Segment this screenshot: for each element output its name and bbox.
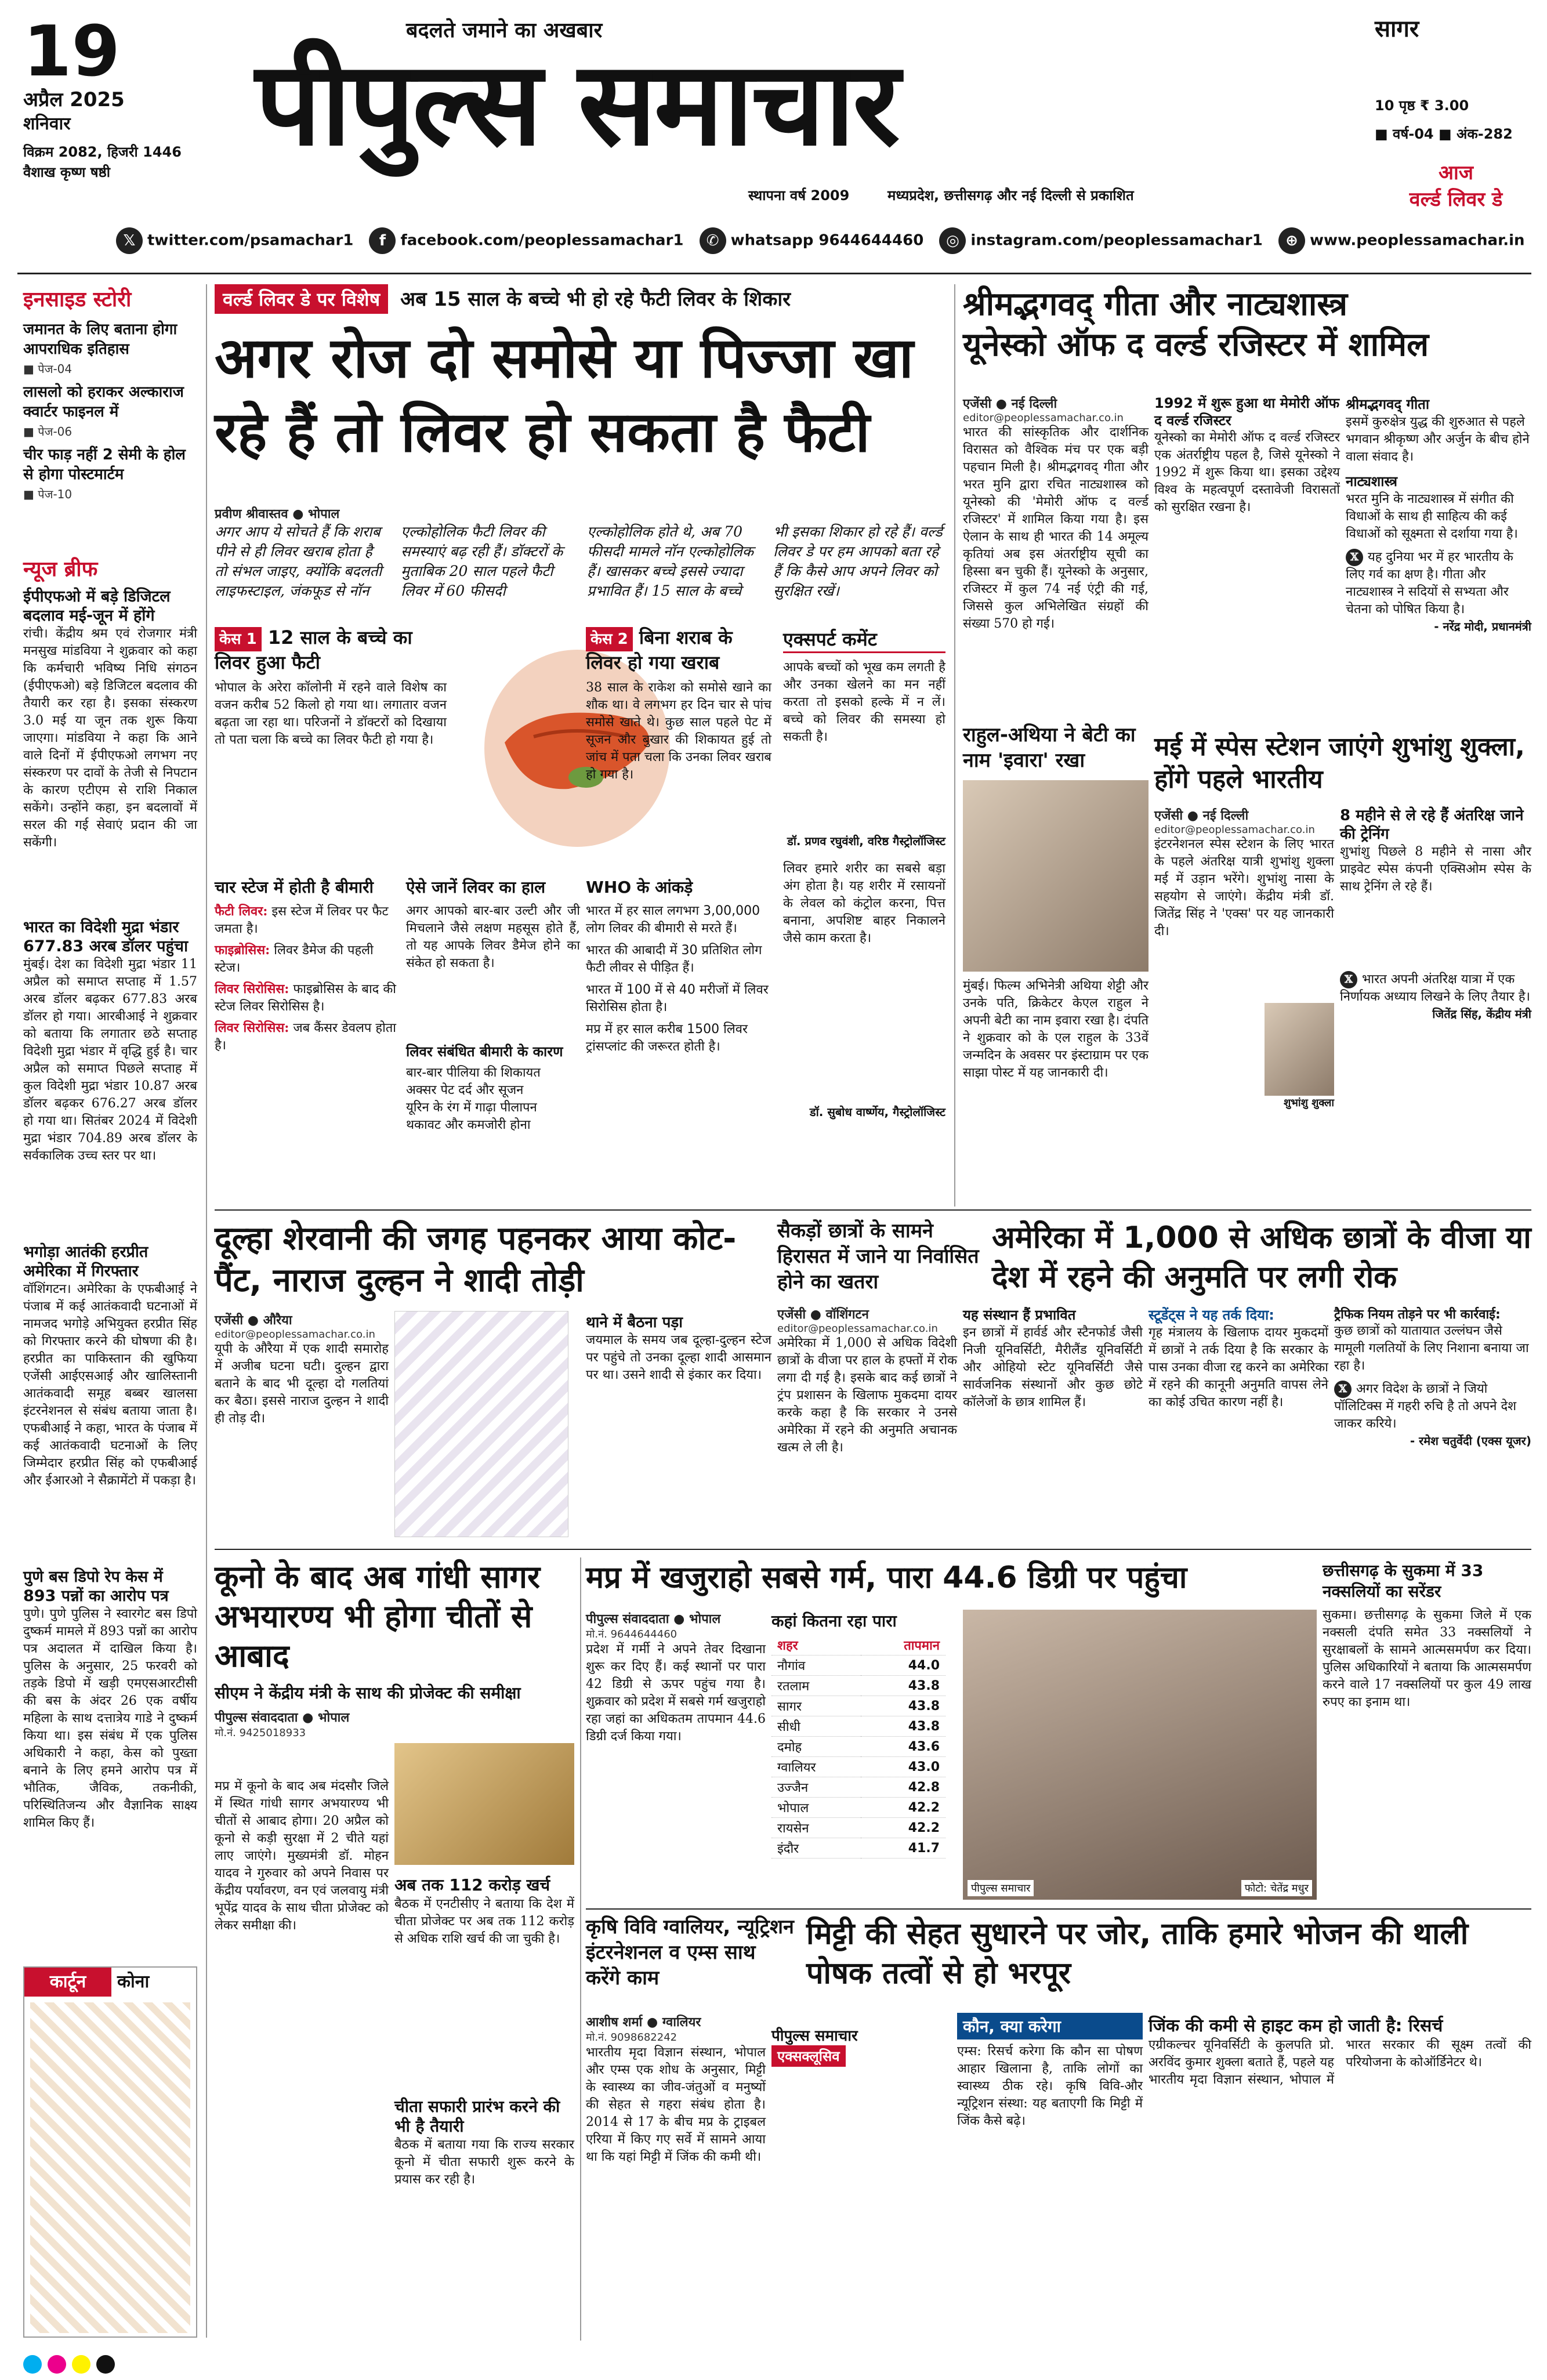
- krishi-story: [586, 1914, 1531, 2343]
- brief-title: भगोड़ा आतंकी हरप्रीत अमेरिका में गिरफ्तार: [23, 1243, 148, 1280]
- disease-item: बार-बार पीलिया की शिकायत: [406, 1066, 541, 1080]
- heat-main: [586, 1610, 766, 1906]
- temp-cell: 43.6: [861, 1737, 945, 1757]
- shubhanshu-story: [1154, 731, 1531, 1207]
- shubhanshu-photo: [1265, 1003, 1334, 1096]
- students-main: [777, 1305, 957, 1537]
- today-event: वर्ल्ड लिवर डे: [1409, 188, 1503, 211]
- city-cell: रायसेन: [771, 1818, 861, 1838]
- facebook-link[interactable]: f facebook.com/peoplessamachar1: [369, 227, 683, 254]
- rahul-story: [963, 722, 1149, 1204]
- gita-story: [963, 284, 1531, 713]
- stage-label: लिवर सिरोसिस:: [215, 981, 289, 997]
- symptoms-box: [406, 876, 580, 1201]
- gita-side3-heading: नाट्यशास्त्र: [1346, 473, 1398, 490]
- case1-title: 12 साल के बच्चे का लिवर हुआ फैटी: [215, 626, 412, 673]
- cartoon-corner: कोना: [117, 1972, 150, 1992]
- heat-mobile: मो.नं. 9644644460: [586, 1628, 678, 1640]
- liver-kicker: वर्ल्ड लिवर डे पर विशेष: [215, 284, 388, 314]
- shubhanshu-quote: 𝕏 भारत अपनी अंतरिक्ष यात्रा में एक निर्णायक अध्याय लिखने के लिए तैयार है।: [1340, 972, 1530, 1004]
- social-bar: [116, 227, 1525, 260]
- table-row: [771, 1777, 945, 1798]
- edition-name: सागर: [1375, 16, 1419, 42]
- color-dot: [96, 2355, 115, 2374]
- krishi-who-heading: कौन, क्या करेगा: [957, 2013, 1143, 2040]
- x-icon: 𝕏: [116, 227, 143, 254]
- kuno-box1-text: बैठक में एनटीसीए ने बताया कि देश में चीता प्रोजेक्ट पर अब तक 112 करोड़ से अधिक राशि खर्च की जा चुकी है।: [394, 1897, 574, 1946]
- gita-side1-heading: 1992 में शुरू हुआ था मेमोरी ऑफ द वर्ल्ड रजिस्टर: [1154, 395, 1340, 429]
- col-temp: तापमान: [861, 1635, 945, 1656]
- rahul-text: मुंबई। फिल्म अभिनेत्री अथिया शेट्टी और उनके पति, क्रिकेटर केएल राहुल ने अपनी बेटी का नाम इवारा रखा है। दंपति ने शुक्रवार को के एल राहुल के 33वें जन्मदिन के अवसर पर इंस्टाग्राम पर एक साझा पोस्ट में यह जानकारी दी।: [963, 979, 1149, 1080]
- gita-headline-2: यूनेस्को ऑफ द वर्ल्ड रजिस्टर में शामिल: [963, 326, 1429, 364]
- dulha-cartoon: [394, 1311, 568, 1537]
- pages-price: 10 पृष्ठ ₹ 3.00: [1375, 97, 1469, 114]
- liver-kicker-row: [215, 284, 945, 314]
- city-cell: उज्जैन: [771, 1777, 861, 1798]
- temp-cell: 42.8: [861, 1777, 945, 1798]
- city-cell: इंदौर: [771, 1838, 861, 1859]
- krishi-mobile: मो.नं. 9098682242: [586, 2031, 678, 2044]
- temp-table: [771, 1635, 945, 1859]
- who-item: मप्र में हर साल करीब 1500 लिवर ट्रांसप्लांट की जरूरत होती है।: [586, 1022, 748, 1054]
- gita-side2: [1346, 394, 1531, 708]
- gita-side2-text: इसमें कुरुक्षेत्र युद्ध की शुरुआत से पहले भगवान श्रीकृष्ण और अर्जुन के बीच होने वाला संवाद है।: [1346, 415, 1530, 464]
- case2-label: केस 2: [586, 627, 633, 651]
- expert1-name: डॉ. प्रणव रघुवंशी, वरिष्ठ गैस्ट्रोलॉजिस्ट: [787, 834, 945, 848]
- shubhanshu-byline: एजेंसी ● नई दिल्ली: [1154, 809, 1249, 823]
- color-dot: [23, 2355, 42, 2374]
- stages-heading: चार स्टेज में होती है बीमारी: [215, 878, 374, 897]
- expert-box: [783, 626, 945, 1201]
- col-city: शहर: [771, 1635, 861, 1656]
- table-row: [771, 1737, 945, 1757]
- gita-side2-heading: श्रीमद्भगवद् गीता: [1346, 396, 1430, 412]
- krishi-zinc-text: एग्रीकल्चर यूनिवर्सिटी के कुलपति प्रो. अरविंद कुमार शुक्ला बताते हैं, पहले यह भारतीय मृदा विज्ञान संस्थान, भोपाल में भारत सरकार की सूक्ष्म तत्वों की परियोजना के कोऑर्डिनेटर थे।: [1149, 2038, 1531, 2087]
- krishi-main: [586, 2013, 766, 2343]
- sukma-headline: छत्तीसगढ़ के सुकमा में 33 नक्सलियों का सरेंडर: [1323, 1561, 1484, 1601]
- temp-cell: 43.8: [861, 1696, 945, 1716]
- heat-text: प्रदेश में गर्मी ने अपने तेवर दिखाना शुरू कर दिए हैं। कई स्थानों पर पारा 42 डिग्री से ऊपर पहुंच गया है। शुक्रवार को प्रदेश में सबसे गर्म खजुराहो रहा जहां का अधिकतम तापमान 44.6 डिग्री दर्ज किया गया।: [586, 1642, 766, 1744]
- inside-item[interactable]: चीर फाड़ नहीं 2 सेमी के होल से होगा पोस्टमार्टम ■ पेज-10: [23, 446, 186, 501]
- city-cell: सागर: [771, 1696, 861, 1716]
- whatsapp-link[interactable]: ✆ whatsapp 9644644460: [700, 227, 924, 254]
- krishi-main-headline: मिट्टी की सेहत सुधारने पर जोर, ताकि हमारे भोजन की थाली पोषक तत्वों से हो भरपूर: [806, 1917, 1469, 1991]
- city-cell: दमोह: [771, 1737, 861, 1757]
- kuno-box2: [394, 2097, 574, 2335]
- heat-headline: मप्र में खजुराहो सबसे गर्म, पारा 44.6 डिग्री पर पहुंचा: [586, 1560, 1187, 1595]
- stage-text: लिवर डैमेज की पहली स्टेज।: [215, 943, 374, 975]
- students-traffic: [1334, 1305, 1531, 1537]
- x-icon: 𝕏: [1334, 1381, 1352, 1398]
- shubhanshu-side-text: शुभांशु पिछले 8 महीने से नासा और प्राइवेट स्पेस कंपनी एक्सिओम स्पेस के साथ ट्रेनिंग ले रहे हैं।: [1340, 845, 1531, 894]
- temp-cell: 42.2: [861, 1818, 945, 1838]
- published-from: मध्यप्रदेश, छत्तीसगढ़ और नई दिल्ली से प्रकाशित: [887, 187, 1134, 204]
- liver-intro-text: अगर आप ये सोचते हैं कि शराब पीने से ही लिवर खराब होता है तो संभल जाइए, क्योंकि बदलती लाइफस्टाइल, जंकफूड से नॉन एल्कोहोलिक फैटी लिवर की समस्याएं बढ़ रही हैं। डॉक्टरों के मुताबिक 20 साल पहले फैटी लिवर में 60 फीसदी एल्कोहोलिक होते थे, अब 70 फीसदी मामले नॉन एल्कोहोलिक हैं। खासकर बच्चे इससे ज्यादा प्रभावित हैं। 15 साल के बच्चे भी इसका शिकार हो रहे हैं। वर्ल्ड लिवर डे पर हम आपको बता रहे हैं कि कैसे आप अपने लिवर को सुरक्षित रखें।: [215, 523, 943, 599]
- who-item: भारत की आबादी में 30 प्रतिशित लोग फैटी लीवर से पीड़ित हैं।: [586, 943, 762, 975]
- twitter-link[interactable]: 𝕏 twitter.com/psamachar1: [116, 227, 353, 254]
- case2-text: 38 साल के राकेश को समोसे खाने का शौक था। वे लगभग हर दिन चार से पांच समोसे खाते थे। कुछ साल पहले पेट में सूजन और बुखार की शिकायत हुई तो जांच में पता चला कि उनका लिवर खराब हो गया है।: [586, 680, 771, 782]
- kuno-box1-heading: अब तक 112 करोड़ खर्च: [394, 1875, 550, 1894]
- students-headline-right: अमेरिका में 1,000 से अधिक छात्रों के वीजा या देश में रहने की अनुमति पर लगी रोक: [992, 1220, 1531, 1295]
- year-issue: ■ वर्ष-04 ■ अंक-282: [1375, 126, 1513, 142]
- whatsapp-icon: ✆: [700, 227, 726, 254]
- krishi-badge-1: पीपुल्स समाचार: [771, 2027, 858, 2045]
- title-text: पीपुल्स समाचार: [255, 37, 898, 172]
- column-rule: [206, 284, 207, 2338]
- city-cell: नौगांव: [771, 1656, 861, 1676]
- who-item: भारत में हर साल लगभग 3,00,000 लोग लिवर की बीमारी से मरते हैं।: [586, 904, 760, 936]
- shubhanshu-side: [1340, 806, 1531, 1201]
- heat-byline: पीपुल्स संवाददाता ● भोपाल: [586, 1612, 721, 1626]
- city-cell: रतलाम: [771, 1676, 861, 1696]
- x-icon: 𝕏: [1346, 549, 1363, 566]
- gita-byline: एजेंसी ● नई दिल्ली: [963, 397, 1057, 411]
- liver-byline: प्रवीण श्रीवास्तव ● भोपाल: [215, 507, 340, 521]
- news-brief: [23, 554, 197, 1830]
- column-rule: [580, 1557, 581, 2341]
- dulha-main: [215, 1311, 389, 1537]
- krishi-text: भारतीय मृदा विज्ञान संस्थान, भोपाल और एम्स एक शोध के अनुसार, मिट्टी के स्वास्थ्य का जीव-जंतुओं व मनुष्यों की सेहत से गहरा संबंध होता है। 2014 से 17 के बीच मप्र के ट्राइबल एरिया में किए गए सर्वे में सामने आया था कि यहां मिट्टी में जिंक की कमी थी।: [586, 2045, 766, 2164]
- krishi-who-text: एम्स: रिसर्च करेगा कि कौन सा पोषण आहार खिलाना है, ताकि लोगों का स्वास्थ्य ठीक रहे। कृषि विवि-और न्यूट्रिशन संस्था: यह बताएगी कि मिट्टी में जिंक कैसे बढ़े।: [957, 2044, 1143, 2128]
- temp-cell: 43.0: [861, 1757, 945, 1777]
- table-row: [771, 1716, 945, 1737]
- temp-cell: 43.8: [861, 1676, 945, 1696]
- rahul-headline: राहुल-अथिया ने बेटी का नाम 'इवारा' रखा: [963, 723, 1136, 772]
- krishi-headline: कृषि विवि ग्वालियर, न्यूट्रिशन इंटरनेशनल व एम्स साथ करेंगे काम: [586, 1915, 794, 1990]
- kuno-box1: [394, 1874, 574, 2094]
- weekday: शनिवार: [23, 114, 71, 134]
- students-sub: [963, 1305, 1143, 1537]
- expert-heading: एक्सपर्ट कमेंट: [783, 626, 945, 653]
- expert2-name: डॉ. सुबोध वार्ष्णेय, गैस्ट्रोलॉजिस्ट: [809, 1105, 945, 1119]
- today-label: आज: [1439, 161, 1473, 184]
- stage-label: फाइब्रोसिस:: [215, 943, 270, 958]
- table-row: [771, 1676, 945, 1696]
- x-icon: 𝕏: [1340, 971, 1357, 988]
- gita-quote-by: - नरेंद्र मोदी, प्रधानमंत्री: [1434, 620, 1531, 633]
- tagline: बदलते जमाने का अखबार: [406, 19, 603, 42]
- sukma-story: [1323, 1560, 1531, 1908]
- inside-story: [23, 284, 197, 545]
- gita-side1: [1154, 394, 1340, 708]
- instagram-link[interactable]: ◎ instagram.com/peoplessamachar1: [939, 227, 1262, 254]
- expert2-text: लिवर हमारे शरीर का सबसे बड़ा अंग होता है। यह शरीर में रसायनों के लेवल को कंट्रोल करना, पित्त बनाना, अपशिष्ट बाहर निकालने जैसे काम करता है।: [783, 861, 945, 946]
- instagram-icon: ◎: [939, 227, 966, 254]
- city-cell: सीधी: [771, 1716, 861, 1737]
- krishi-byline: आशीष शर्मा ● ग्वालियर: [586, 2015, 701, 2030]
- temp-table-box: [771, 1610, 957, 1900]
- samvat: विक्रम 2082, हिजरी 1446: [23, 144, 182, 160]
- cartoon-drawing: [30, 2002, 190, 2333]
- registration-marks: [23, 2355, 1531, 2376]
- stage-label: फैटी लिवर:: [215, 904, 268, 919]
- case1-label: केस 1: [215, 627, 262, 651]
- symptoms-heading: ऐसे जानें लिवर का हाल: [406, 878, 546, 897]
- established: स्थापना वर्ष 2009: [748, 187, 850, 204]
- cartoon-label: कार्टून: [24, 1968, 111, 1997]
- krishi-badge-2: एक्सक्लूसिव: [771, 2045, 846, 2067]
- dulha-text: यूपी के औरैया में एक शादी समारोह में अजीब घटना घटी। दुल्हन द्वारा बताने के बाद भी दूल्हा दो गलतियां कर बैठा। इससे नाराज दुल्हन ने शादी ही तोड़ दी।: [215, 1342, 389, 1426]
- krishi-who: [957, 2013, 1143, 2343]
- kuno-mobile: मो.नं. 9425018933: [215, 1727, 306, 1739]
- heat-photo-credit: पीपुल्स समाचार: [968, 1880, 1034, 1896]
- divider: [586, 1908, 1531, 1910]
- gita-main: [963, 394, 1149, 708]
- brief-title: पुणे बस डिपो रेप केस में 893 पन्नों का आरोप पत्र: [23, 1568, 169, 1605]
- dulha-side-text: जयमाल के समय जब दूल्हा-दुल्हन स्टेज पर पहुंचे तो उनका दूल्हा शादी आसमान पर था। उसने शादी से इंकार कर दिया।: [586, 1333, 771, 1382]
- date-month-year: अप्रैल 2025: [23, 88, 125, 111]
- liver-strap: अब 15 साल के बच्चे भी हो रहे फैटी लिवर के शिकार: [400, 288, 791, 311]
- inside-heading: इनसाइड स्टोरी: [23, 288, 132, 311]
- liver-intro: [215, 505, 945, 621]
- dulha-headline: दूल्हा शेरवानी की जगह पहनकर आया कोट-पैंट, नाराज दुल्हन ने शादी तोड़ी: [215, 1220, 737, 1299]
- diseases-heading: लिवर संबंधित बीमारी के कारण: [406, 1044, 563, 1060]
- table-row: [771, 1838, 945, 1859]
- students-byline: एजेंसी ● वॉशिंगटन: [777, 1307, 869, 1322]
- disease-item: थकावट और कमजोरी होना: [406, 1118, 531, 1132]
- expert1-text: आपके बच्चों को भूख कम लगती है और उनका खेलने का मन नहीं करता तो इसको हल्के में न लें। बच्चे को लिवर की समस्या हो सकती है।: [783, 660, 945, 744]
- dulha-byline: एजेंसी ● औरैया: [215, 1313, 292, 1328]
- students-quote-by: - रमेश चतुर्वेदी (एक्स यूजर): [1410, 1434, 1531, 1448]
- students-sub-text: इन छात्रों में हार्वर्ड और स्टैनफोर्ड जैसी निजी यूनिवर्सिटी, मैरीलैंड यूनिवर्सिटी और ओहियो स्टेट यूनिवर्सिटी जैसे सार्वजनिक संस्थानों और कुछ छोटे कॉलेजों के छात्र शामिल हैं।: [963, 1325, 1143, 1410]
- symptoms-text: अगर आपको बार-बार उल्टी और जी मिचलाने जैसे लक्षण महसूस होते हैं, तो यह आपके लिवर डैमेज होने का संकेत हो सकता है।: [406, 904, 580, 970]
- brief-text: पुणे। पुणे पुलिस ने स्वारगेट बस डिपो दुष्कर्म मामले में 893 पन्नों का आरोप पत्र अदालत में दाखिल किया है। पुलिस के अनुसार, 25 फरवरी को तड़के डिपो में खड़ी एमएसआरटीसी की बस के अंदर 26 एक वर्षीय महिला के साथ दत्तात्रेय गाडे ने दुष्कर्म किया था। इस संबंध में एक पुलिस अधिकारी ने कहा, केस को पुख्ता बनाने के लिए हमने आरोप पत्र में भौतिक, जैविक, तकनीकी, परिस्थितिजन्य और वैज्ञानिक साक्ष्य शामिल किए हैं।: [23, 1607, 197, 1830]
- gita-email: editor@peoplessamachar.co.in: [963, 412, 1124, 424]
- brief-title: भारत का विदेशी मुद्रा भंडार 677.83 अरब डॉलर पहुंचा: [23, 918, 189, 955]
- shubhanshu-headline: मई में स्पेस स्टेशन जाएंगे शुभांशु शुक्ला, होंगे पहले भारतीय: [1154, 732, 1525, 794]
- shubhanshu-text: इंटरनेशनल स्पेस स्टेशन के लिए भारत के पहले अंतरिक्ष यात्री शुभांशु शुक्ला मई में उड़ान भरेंगे। शुभांशु नासा के सहयोग से जाएंगे। केंद्रीय मंत्री डॉ. जितेंद्र सिंह ने 'एक्स' पर यह जानकारी दी।: [1154, 837, 1334, 939]
- kuno-byline: पीपुल्स संवाददाता ● भोपाल: [215, 1711, 350, 1725]
- globe-icon: ⊕: [1278, 227, 1305, 254]
- cartoon-box: [23, 1966, 197, 2338]
- students-argument-text: गृह मंत्रालय के खिलाफ दायर मुकदमों में छात्रों ने तर्क दिया है कि सरकार के पास उनका वीजा रद्द करने का अमेरिका में रहने की कानूनी अनुमति वापस लेने का कोई उचित कारण नहीं है।: [1149, 1325, 1328, 1410]
- heat-photo-caption: फोटो: चेतेंद्र मधुर: [1241, 1880, 1312, 1896]
- kuno-text: मप्र में कूनो के बाद अब मंदसौर जिले में स्थित गांधी सागर अभयारण्य भी चीतों से आबाद होगा। 20 अप्रैल को कूनो से कड़ी सुरक्षा में 2 चीते यहां लाए जाएंगे। मुख्यमंत्री डॉ. मोहन यादव ने गुरुवार को अपने निवास पर केंद्रीय पर्यावरण, वन एवं जलवायु मंत्री भूपेंद्र यादव के साथ चीता प्रोजेक्ट को लेकर समीक्षा की।: [215, 1779, 389, 1933]
- disease-item: अक्सर पेट दर्द और सूजन: [406, 1083, 524, 1097]
- case2: [586, 626, 771, 870]
- liver-story: [215, 284, 945, 1201]
- dulha-email: editor@peoplessamachar.co.in: [215, 1328, 375, 1341]
- disease-item: यूरिन के रंग में गाढ़ा पीलापन: [406, 1100, 537, 1115]
- divider: [215, 1549, 1531, 1550]
- dulha-side: [586, 1311, 771, 1537]
- facebook-icon: f: [369, 227, 396, 254]
- divider: [17, 273, 1531, 274]
- table-row: [771, 1696, 945, 1716]
- students-traffic-heading: ट्रैफिक नियम तोड़ने पर भी कार्रवाई:: [1334, 1307, 1501, 1322]
- krishi-zinc: [1149, 2013, 1531, 2343]
- heat-story: [586, 1557, 1317, 1906]
- table-row: [771, 1757, 945, 1777]
- stage-text: जब कैंसर डेवलप होता है।: [215, 1021, 397, 1053]
- rahul-photo: [963, 780, 1149, 972]
- shubhanshu-caption: शुभांशु शुक्ला: [1284, 1097, 1334, 1109]
- color-dot: [72, 2355, 90, 2374]
- temp-cell: 43.8: [861, 1716, 945, 1737]
- liver-headline: अगर रोज दो समोसे या पिज्जा खा रहे हैं तो लिवर हो सकता है फैटी: [215, 325, 914, 465]
- kuno-box2-heading: चीता सफारी प्रारंभ करने की भी है तैयारी: [394, 2097, 560, 2136]
- shubhanshu-main: [1154, 806, 1334, 1201]
- inside-item[interactable]: जमानत के लिए बताना होगा आपराधिक इतिहास ■ पेज-04: [23, 321, 177, 376]
- students-headline-left: सैकड़ों छात्रों के सामने हिरासत में जाने या निर्वासित होने का खतरा: [777, 1219, 979, 1294]
- divider: [215, 1209, 1531, 1211]
- tithi: वैशाख कृष्ण षष्ठी: [23, 164, 110, 180]
- dulha-story: [215, 1218, 771, 1543]
- city-cell: भोपाल: [771, 1798, 861, 1818]
- kuno-main: [215, 1778, 389, 2335]
- who-item: भारत में 100 में से 40 मरीजों में लिवर सिरोसिस होता है।: [586, 983, 769, 1015]
- inside-item[interactable]: लासलो को हराकर अल्काराज क्वार्टर फाइनल में ■ पेज-06: [23, 383, 184, 439]
- students-text: अमेरिका में 1,000 से अधिक विदेशी छात्रों के वीजा पर हाल के हफ्तों में रोक लगा दी गई है। इसके बाद कई छात्रों ने ट्रंप प्रशासन के खिलाफ मुकदमा दायर करके कहा है कि सरकार ने उनसे अमेरिका में रहने की अनुमति अचानक खत्म ले ली है।: [777, 1336, 957, 1455]
- shubhanshu-quote-by: जितेंद्र सिंह, केंद्रीय मंत्री: [1432, 1007, 1531, 1021]
- city-cell: ग्वालियर: [771, 1757, 861, 1777]
- brief-title: ईपीएफओ में बड़े डिजिटल बदलाव मई-जून में होंगे: [23, 588, 171, 625]
- students-argument: [1149, 1305, 1328, 1537]
- krishi-zinc-heading: जिंक की कमी से हाइट कम हो जाती है: रिसर्च: [1149, 2016, 1443, 2036]
- table-row: [771, 1818, 945, 1838]
- students-email: editor@peoplessamachar.co.in: [777, 1323, 938, 1335]
- date-block: [23, 12, 244, 215]
- shubhanshu-email: editor@peoplessamachar.co.in: [1154, 824, 1315, 836]
- sukma-text: सुकमा। छत्तीसगढ़ के सुकमा जिले में एक नक्सली दंपति समेत 33 नक्सलियों ने सुरक्षाबलों के सामने आत्मसमर्पण कर दिया। पुलिस अधिकारियों ने बताया कि आत्मसमर्पण करने वाले 17 नक्सलियों पर कुल 49 लाख रुपए का इनाम था।: [1323, 1608, 1531, 1709]
- kuno-strap: सीएम ने केंद्रीय मंत्री के साथ की प्रोजेक्ट की समीक्षा: [215, 1683, 521, 1702]
- column-rule: [954, 284, 955, 1207]
- gita-headline-1: श्रीमद्भगवद् गीता और नाट्यशास्त्र: [963, 285, 1348, 323]
- dulha-side-heading: थाने में बैठना पड़ा: [586, 1314, 683, 1331]
- stage-label: लिवर सिरोसिस:: [215, 1020, 289, 1035]
- case2-title: बिना शराब के लिवर हो गया खराब: [586, 626, 733, 673]
- stage-text: इस स्टेज में लिवर पर फैट जमता है।: [215, 904, 389, 936]
- kuno-headline: कूनो के बाद अब गांधी सागर अभयारण्य भी होगा चीतों से आबाद: [215, 1559, 541, 1674]
- kuno-story: [215, 1557, 574, 2341]
- stages-box: [215, 876, 400, 1201]
- students-quote: 𝕏 अगर विदेश के छात्रों ने जियो पॉलिटिक्स में गहरी रुचि है तो अपने देश जाकर करिये।: [1334, 1382, 1517, 1431]
- stage-text: फाइब्रोसिस के बाद की स्टेज लिवर सिरोसिस है।: [215, 982, 396, 1014]
- brief-text: वॉशिंगटन। अमेरिका के एफबीआई ने पंजाब में कई आतंकवादी घटनाओं में नामजद भगोड़े अभियुक्त हरप्रीत सिंह को गिरफ्तार करने की घोषणा की है। हरप्रीत का पाकिस्तान की खुफिया एजेंसी आईएसआई और खालिस्तानी आतंकवादी समूह बब्बर खालसा इंटरनेशनल से संबंध बताया जाता है। एफबीआई ने कहा, भारत के पंजाब में कई आतंकवादी घटनाओं के लिए जिम्मेदार हरप्रीत सिंह को एफबीआई और ईआरओ ने सैक्रामेंटो में पकड़ा है।: [23, 1282, 197, 1488]
- temp-cell: 41.7: [861, 1838, 945, 1859]
- table-row: [771, 1798, 945, 1818]
- case1: [215, 626, 447, 870]
- krishi-badge: [771, 2024, 945, 2082]
- case1-text: भोपाल के अरेरा कॉलोनी में रहने वाले विशेष का वजन करीब 52 किलो हो गया था। लगातार वजन बढ़ता जा रहा था। परिजनों ने डॉक्टरों को दिखाया तो पता चला कि बच्चे का लिवर फैटी हो गया है।: [215, 680, 447, 747]
- students-argument-heading: स्टूडेंट्स ने यह तर्क दिया:: [1149, 1307, 1274, 1323]
- brief-heading: न्यूज ब्रीफ: [23, 557, 98, 581]
- students-traffic-text: कुछ छात्रों को यातायात उल्लंघन जैसे मामूली गलतियों के लिए निशाना बनाया जा रहा है।: [1334, 1324, 1529, 1373]
- table-header: [771, 1635, 945, 1656]
- date-day: 19: [23, 12, 120, 92]
- who-box: [586, 876, 771, 1201]
- temp-table-title: कहां कितना रहा पारा: [771, 1611, 897, 1631]
- edition-block: [1375, 12, 1537, 215]
- website-link[interactable]: ⊕ www.peoplessamachar.in: [1278, 227, 1525, 254]
- brief-text: रांची। केंद्रीय श्रम एवं रोजगार मंत्री मनसुख मांडविया ने शुक्रवार को कहा कि कर्मचारी भविष्य निधि संगठन (ईपीएफओ) बड़े डिजिटल बदलाव की तैयारी कर रहा है। इसका संस्करण 3.0 मई या जून तक शुरू किया जाएगा। मांडविया ने कहा कि आने वाले दिनों में ईपीएफओ लगभग नए संस्करण पर दावों के तेजी से निपटान के कारण एटीएम से राशि निकाल सकेंगे। उन्होंने कहा, इन बदलावों में सरल की गई सेवाएं प्रदान की जा सकेंगी।: [23, 626, 197, 850]
- color-dot: [48, 2355, 66, 2374]
- heat-photo: [963, 1610, 1317, 1900]
- students-sub-heading: यह संस्थान हैं प्रभावित: [963, 1307, 1076, 1323]
- gita-text: भारत की सांस्कृतिक और दार्शनिक विरासत को वैश्विक मंच पर एक बड़ी पहचान मिली है। श्रीमद्भगवद् गीता और भरत मुनि द्वारा रचित नाट्यशास्त्र को यूनेस्को की 'मेमोरी ऑफ द वर्ल्ड रजिस्टर' में शामिल किया गया है। इस ऐलान के साथ ही भारत की 14 अमूल्य कृतियां अब इस अंतर्राष्ट्रीय सूची का हिस्सा बन चुकी हैं। यूनेस्को के अनुसार, रजिस्टर में कुल 74 नई एंट्री की गई, जिससे कुल अभिलेखित संग्रहों की संख्या 570 हो गई।: [963, 425, 1149, 631]
- kuno-box2-text: बैठक में बताया गया कि राज्य सरकार कूनो में चीता सफारी शुरू करने के प्रयास कर रही है।: [394, 2138, 574, 2187]
- cheetah-photo: [394, 1743, 574, 1865]
- brief-text: मुंबई। देश का विदेशी मुद्रा भंडार 11 अप्रैल को समाप्त सप्ताह में 1.57 अरब डॉलर बढ़कर 677.83 अरब डॉलर हो गया। आरबीआई ने शुक्रवार को बताया कि लगातार छठे सप्ताह विदेशी मुद्रा भंडार में वृद्धि हुई है। चार अप्रैल को समाप्त पिछले सप्ताह में कुल विदेशी मुद्रा भंडार 10.87 अरब डॉलर बढ़कर 676.27 अरब डॉलर हो गया था। सितंबर 2024 में विदेशी मुद्रा भंडार 704.89 अरब डॉलर के सर्वकालिक उच्च स्तर पर था।: [23, 957, 197, 1163]
- temp-cell: 42.2: [861, 1798, 945, 1818]
- masthead: [0, 0, 1547, 223]
- table-row: [771, 1656, 945, 1676]
- who-heading: WHO के आंकड़े: [586, 878, 693, 897]
- gita-side1-text: यूनेस्को का मेमोरी ऑफ द वर्ल्ड रजिस्टर एक अंतर्राष्ट्रीय पहल है, जिसे यूनेस्को ने 1992 में शुरू किया था। इसका उद्देश्य विश्व के महत्वपूर्ण दस्तावेजी विरासतों को सुरक्षित रखना है।: [1154, 430, 1340, 515]
- newspaper-title: [255, 37, 1346, 172]
- shubhanshu-side-heading: 8 महीने से ले रहे हैं अंतरिक्ष जाने की ट्रेनिंग: [1340, 807, 1524, 843]
- gita-quote: 𝕏 यह दुनिया भर में हर भारतीय के लिए गर्व का क्षण है। गीता और नाट्यशास्त्र ने सदियों से सभ्यता और चेतना को पोषित किया है।: [1346, 550, 1513, 617]
- temp-cell: 44.0: [861, 1656, 945, 1676]
- gita-side3-text: भरत मुनि के नाट्यशास्त्र में संगीत की विधाओं के साथ ही साहित्य की कई विधाओं को सूक्ष्मता से दर्शाया गया है।: [1346, 492, 1518, 541]
- students-story: [777, 1218, 1531, 1543]
